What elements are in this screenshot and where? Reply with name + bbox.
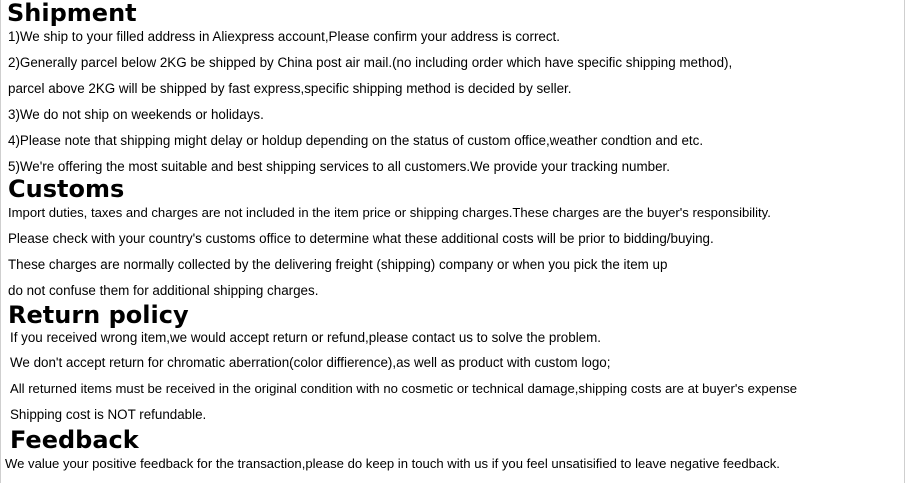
return-policy-line-1: If you received wrong item,we would accept return or refund,please contact us to solve the problem. xyxy=(10,330,601,345)
shipment-line-2: 2)Generally parcel below 2KG be shipped by China post air mail.(no including order which have specific shipping method), xyxy=(8,55,733,70)
shipment-heading: Shipment xyxy=(7,0,137,27)
return-policy-heading: Return policy xyxy=(8,301,189,329)
return-policy-line-4: Shipping cost is NOT refundable. xyxy=(10,407,207,422)
customs-line-4: do not confuse them for additional shipping charges. xyxy=(8,283,319,298)
shipment-line-1: 1)We ship to your filled address in Aliexpress account,Please confirm your address is correct. xyxy=(8,29,560,44)
feedback-heading: Feedback xyxy=(10,426,139,454)
shipment-line-6: 5)We're offering the most suitable and best shipping services to all customers.We provide your tracking number. xyxy=(8,159,670,174)
customs-line-3: These charges are normally collected by the delivering freight (shipping) company or when you pick the item up xyxy=(8,257,668,272)
left-border xyxy=(0,0,1,483)
feedback-line-1: We value your positive feedback for the transaction,please do keep in touch with us if you feel unsatisified to leave negative feedback. xyxy=(5,456,780,471)
customs-line-2: Please check with your country's customs office to determine what these additional costs will be prior to bidding/buying. xyxy=(8,231,714,246)
shipment-line-5: 4)Please note that shipping might delay or holdup depending on the status of custom office,weather condtion and etc. xyxy=(8,133,704,148)
shipment-line-3: parcel above 2KG will be shipped by fast express,specific shipping method is decided by seller. xyxy=(8,81,572,96)
customs-line-1: Import duties, taxes and charges are not included in the item price or shipping charges.These charges are the buyer's responsibility. xyxy=(8,205,771,220)
return-policy-line-3: All returned items must be received in the original condition with no cosmetic or technical damage,shipping costs are at buyer's expense xyxy=(10,381,798,396)
shipment-line-4: 3)We do not ship on weekends or holidays. xyxy=(8,107,264,122)
return-policy-line-2: We don't accept return for chromatic aberration(color diffierence),as well as product with custom logo; xyxy=(10,355,611,370)
customs-heading: Customs xyxy=(8,175,125,203)
